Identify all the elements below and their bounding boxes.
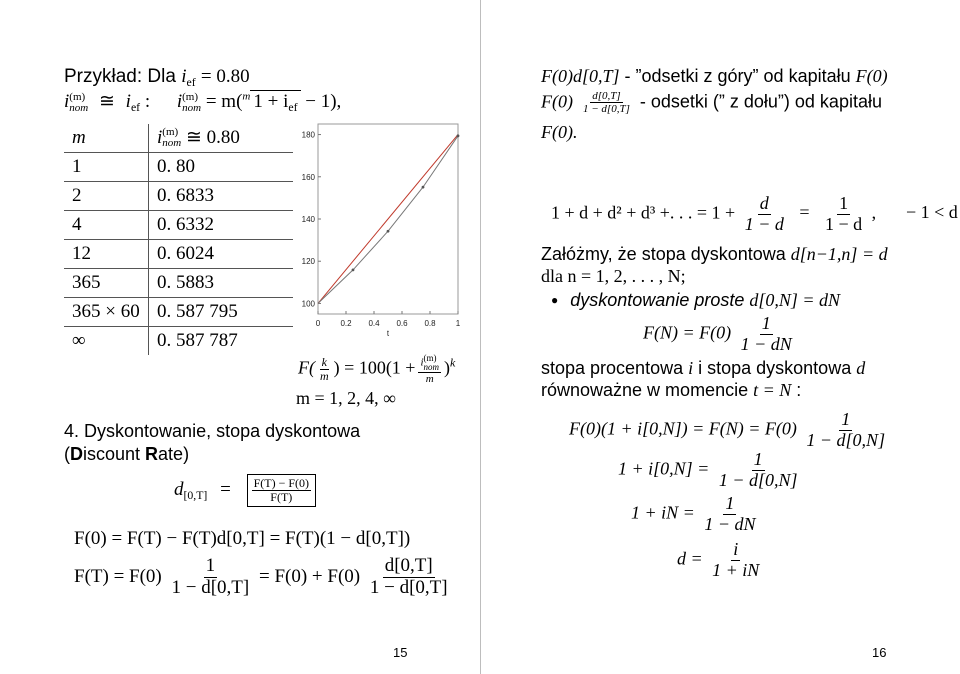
line2 xyxy=(541,90,882,115)
eq-FT-mid: = F(0) + F(0) xyxy=(259,565,361,587)
y-tick-label: 140 xyxy=(301,215,315,224)
conv-root-body: 1 + i xyxy=(253,91,289,112)
y-tick-label: 120 xyxy=(301,257,315,267)
equiv-line2-pre: równoważne w momencie xyxy=(541,380,754,400)
eq4-lhs: d = xyxy=(677,548,703,569)
table-row xyxy=(64,269,293,298)
x-tick-label: 0.2 xyxy=(340,319,352,328)
eq3-lhs: 1 + iN = xyxy=(631,502,695,523)
section4-title-line1: 4. Dyskontowanie, stopa dyskontowa xyxy=(64,421,361,441)
header-rate xyxy=(149,124,294,153)
s4-R: R xyxy=(145,444,159,464)
y-tick-label: 180 xyxy=(301,130,315,140)
s4-D: D xyxy=(70,444,83,464)
eq4-frac-num: i xyxy=(733,539,739,559)
row-m: 365 × 60 xyxy=(64,298,149,327)
section4-title-line2 xyxy=(64,443,360,466)
rate-table-wrap xyxy=(64,124,293,355)
eq-FT xyxy=(74,556,453,599)
eq1 xyxy=(569,410,890,451)
line2-frac-den: 1 − d[0,T] xyxy=(583,103,630,116)
row-rate: 0. 6332 xyxy=(149,211,294,240)
row-m: 12 xyxy=(64,240,149,269)
eq-FT-frac2 xyxy=(368,556,450,599)
series-eq: = xyxy=(799,202,810,223)
eq1-frac-num: 1 xyxy=(841,409,851,429)
equiv-line1 xyxy=(541,358,865,379)
row-rate: 0. 587 795 xyxy=(149,298,294,327)
eq1-frac-den: 1 − d[0,N] xyxy=(806,429,886,450)
eq4-frac xyxy=(710,540,761,581)
simple-label: dyskontowanie proste xyxy=(570,290,750,310)
discount-definition xyxy=(174,474,319,507)
FN-frac xyxy=(739,314,794,355)
eq-FT-frac2-num: d[0,T] xyxy=(384,555,433,576)
rate-table-header xyxy=(64,124,293,153)
data-point xyxy=(352,268,355,271)
eq2 xyxy=(618,450,802,491)
disc-lhs-sub: [0,T] xyxy=(183,489,208,503)
x-tick-label: 0.8 xyxy=(424,319,436,328)
eq-FT-frac2-den: 1 − d[0,T] xyxy=(369,576,448,598)
simple-discount xyxy=(551,290,840,311)
disc-den: F(T) xyxy=(270,490,293,505)
y-tick-label: 160 xyxy=(301,172,315,182)
series-frac2 xyxy=(823,194,864,235)
table-row xyxy=(64,182,293,211)
conv-rhs-sub: ef xyxy=(130,101,141,115)
y-tick-label: 100 xyxy=(301,299,315,309)
conv-lhs: i xyxy=(64,91,70,112)
disc-frac xyxy=(247,474,316,507)
assume-formula: d[n−1,n] = d xyxy=(790,244,888,264)
example-rate-sub: ef xyxy=(186,76,196,90)
s4-pre: ( xyxy=(64,444,70,464)
data-point xyxy=(422,186,425,189)
FN-formula xyxy=(643,314,797,355)
series-frac-den: 1 − d xyxy=(744,213,784,234)
header-approx: ≅ 0.80 xyxy=(185,126,240,148)
growth-exponent: k xyxy=(450,355,456,370)
equiv-line2-post: : xyxy=(791,380,802,400)
example-heading-text: Przykład: Dla xyxy=(64,66,176,87)
series-line-1 xyxy=(318,135,458,304)
header-rate-symbol: i xyxy=(157,126,163,148)
conv-root xyxy=(250,90,300,115)
eq4-frac-den: 1 + iN xyxy=(712,559,760,580)
growth-rate-den: m xyxy=(425,373,434,385)
series-frac2-den: 1 − d xyxy=(825,213,863,234)
eq2-frac-num: 1 xyxy=(753,449,763,469)
s4-mid: iscount xyxy=(83,444,146,464)
conv-formula-tail: − 1), xyxy=(305,91,342,112)
eq-FT-frac-num: 1 xyxy=(205,555,216,576)
row-rate: 0. 6024 xyxy=(149,240,294,269)
simple-formula: d[0,N] = dN xyxy=(749,290,841,310)
header-rate-sup: (m) xyxy=(162,126,179,139)
line1-tail: F(0) xyxy=(855,66,888,86)
conv-formula-lhs-sup: (m) xyxy=(182,90,199,103)
series-frac2-num: 1 xyxy=(839,193,849,213)
eq-FT-frac xyxy=(170,556,252,599)
row-rate: 0. 80 xyxy=(149,153,294,182)
section4-title xyxy=(64,420,360,466)
series-condition: − 1 < d xyxy=(906,202,958,222)
eq-FT-lhs: F(T) = F(0) xyxy=(74,565,162,587)
page-number-right: 16 xyxy=(872,645,887,660)
series-tail: , xyxy=(871,202,877,223)
example-rate-value: = 0.80 xyxy=(200,66,250,87)
disc-lhs: d xyxy=(174,479,184,501)
eq4 xyxy=(677,540,764,581)
data-point xyxy=(387,230,390,233)
right-page xyxy=(481,0,960,674)
FN-frac-num: 1 xyxy=(761,313,771,333)
equiv-pre: stopa procentowa xyxy=(541,358,689,378)
conv-formula-lhs-sub: nom xyxy=(182,101,202,114)
table-row xyxy=(64,327,293,356)
eq3-frac xyxy=(702,494,757,535)
x-tick-label: 0.4 xyxy=(368,319,380,328)
equiv-line2 xyxy=(541,380,801,401)
conv-formula-lhs: i xyxy=(176,91,183,112)
eq-F0: F(0) = F(T) − F(T)d[0,T] = F(T)(1 − d[0,T]) xyxy=(74,528,411,549)
growth-formula xyxy=(298,354,455,385)
eq2-frac xyxy=(717,450,800,491)
growth-frac-den: m xyxy=(320,369,329,384)
equiv-d: d xyxy=(856,358,866,378)
growth-rate-sup: (m) xyxy=(423,353,437,363)
series-formula xyxy=(551,194,876,235)
growth-mid: ) = 100(1 + xyxy=(333,357,416,378)
conv-lhs-sub: nom xyxy=(69,101,89,114)
table-row xyxy=(64,240,293,269)
growth-tail: ) xyxy=(444,357,451,378)
table-row xyxy=(64,153,293,182)
line2-frac-num: d[0,T] xyxy=(592,90,621,102)
eq2-frac-den: 1 − d[0,N] xyxy=(718,469,798,490)
eq3 xyxy=(631,494,760,535)
row-rate: 0. 6833 xyxy=(149,182,294,211)
row-m: 365 xyxy=(64,269,149,298)
growth-chart xyxy=(296,118,468,348)
x-tick-label: 0 xyxy=(315,319,321,328)
series-lhs: 1 + d + d² + d³ +. . . = 1 + xyxy=(551,202,736,223)
conv-approx: ≅ xyxy=(98,91,115,112)
row-rate: 0. 5883 xyxy=(149,269,294,298)
conv-colon: : xyxy=(144,91,151,112)
line1-formula: F(0)d[0,T] xyxy=(541,66,620,86)
conv-root-sub: ef xyxy=(288,101,298,115)
conv-rhs: i xyxy=(125,91,131,112)
growth-lhs: F( xyxy=(298,357,315,378)
FN-lhs: F(N) = F(0) xyxy=(643,322,732,343)
line1-text: - ”odsetki z góry” od kapitału xyxy=(619,66,856,86)
eq2-lhs: 1 + i[0,N] = xyxy=(618,458,710,479)
conv-formula-rhs: = m( xyxy=(205,91,243,112)
table-row xyxy=(64,211,293,240)
eq3-frac-den: 1 − dN xyxy=(704,513,756,534)
bullet-icon: ● xyxy=(551,293,559,307)
row-m: 2 xyxy=(64,182,149,211)
line2-formula: F(0) xyxy=(541,91,573,112)
example-heading xyxy=(64,66,250,90)
m-values: m = 1, 2, 4, ∞ xyxy=(296,388,396,408)
row-rate: 0. 587 787 xyxy=(157,329,238,351)
table-row xyxy=(64,298,293,327)
assume-line1 xyxy=(541,244,888,265)
eq-FT-frac-den: 1 − d[0,T] xyxy=(171,576,250,598)
equiv-t: t = N xyxy=(753,380,792,400)
line1 xyxy=(541,66,888,87)
eq1-lhs: F(0)(1 + i[0,N]) = F(N) = F(0) xyxy=(569,418,797,439)
conversion-formula xyxy=(64,90,341,115)
equiv-i: i xyxy=(688,358,694,378)
series-frac xyxy=(743,194,786,235)
s4-post: ate) xyxy=(158,444,190,464)
assume-text: Załóżmy, że stopa dyskontowa xyxy=(541,244,791,264)
growth-frac xyxy=(318,356,331,383)
disc-eq: = xyxy=(220,479,231,501)
x-tick-label: 1 xyxy=(455,319,461,328)
row-m: ∞ xyxy=(64,327,149,356)
conv-root-index: m xyxy=(242,90,251,103)
example-rate: i xyxy=(181,66,187,87)
header-rate-sub: nom xyxy=(162,137,182,150)
growth-frac-num: k xyxy=(321,354,327,369)
series-frac-num: d xyxy=(759,193,769,213)
eq1-frac xyxy=(804,410,887,451)
conv-lhs-sup: (m) xyxy=(69,90,86,103)
assume-line2 xyxy=(541,266,686,287)
eq3-frac-num: 1 xyxy=(725,493,735,513)
growth-rate-frac xyxy=(418,354,441,385)
line3: F(0). xyxy=(541,122,578,142)
data-point xyxy=(457,134,460,137)
growth-rate: i xyxy=(420,356,424,369)
row-m: 1 xyxy=(64,153,149,182)
line2-frac xyxy=(581,90,632,115)
header-m: m xyxy=(64,124,149,153)
growth-rate-num xyxy=(418,354,441,373)
x-axis-label: t xyxy=(386,329,390,338)
x-tick-label: 0.6 xyxy=(396,319,408,328)
page-number-left: 15 xyxy=(393,645,408,660)
growth-rate-sub: nom xyxy=(423,362,440,372)
disc-num: F(T) − F(0) xyxy=(253,476,310,490)
line2-text: - odsetki (” z dołu”) od kapitału xyxy=(639,91,882,112)
equiv-mid: i stopa dyskontowa xyxy=(693,358,857,378)
rate-table xyxy=(64,124,293,355)
row-m: 4 xyxy=(64,211,149,240)
FN-frac-den: 1 − dN xyxy=(740,333,792,354)
assume-line2-text: dla n = 1, 2, . . . , N; xyxy=(541,266,686,286)
